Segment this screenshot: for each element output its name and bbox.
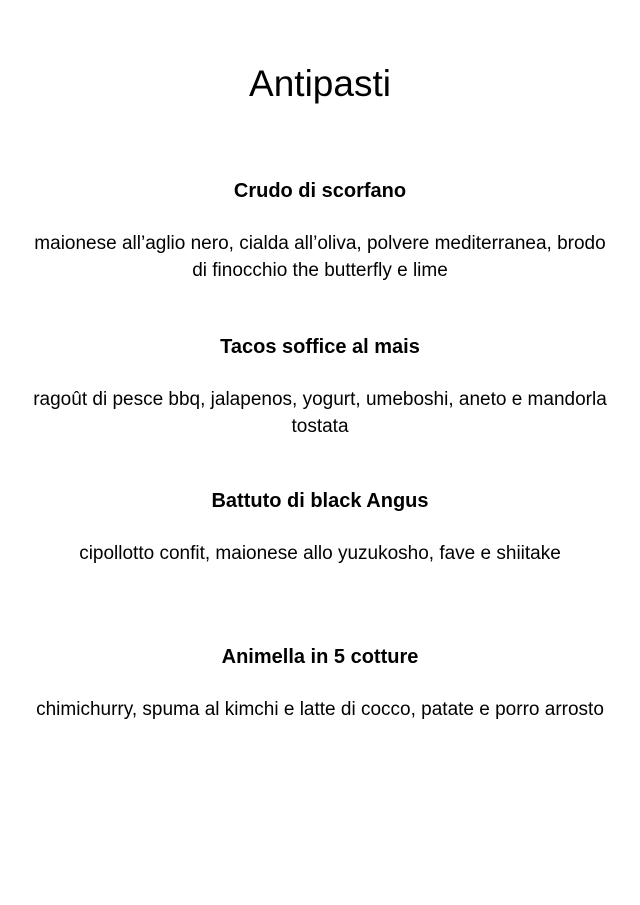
dish-item [30,644,610,723]
section-title: Antipasti [249,63,391,104]
dish-name: Animella in 5 cotture [221,646,419,668]
dish-item [30,334,610,440]
dish-item [30,488,610,567]
dish-item [30,178,610,284]
dish-description: cipollotto confit, maionese allo yuzukosho, fave e shiitake [79,543,561,564]
dish-description: chimichurry, spuma al kimchi e latte di cocco, patate e porro arrosto [36,699,604,720]
dish-name: Battuto di black Angus [211,490,429,512]
dish-name: Tacos soffice al mais [220,336,420,358]
dish-description: ragoût di pesce bbq, jalapenos, yogurt, umeboshi, aneto e mandorla tostata [33,389,607,437]
dish-name: Crudo di scorfano [233,180,407,202]
dish-description: maionese all’aglio nero, cialda all’oliva, polvere mediterranea, brodo di finocchio the butterfly e lime [34,233,606,281]
